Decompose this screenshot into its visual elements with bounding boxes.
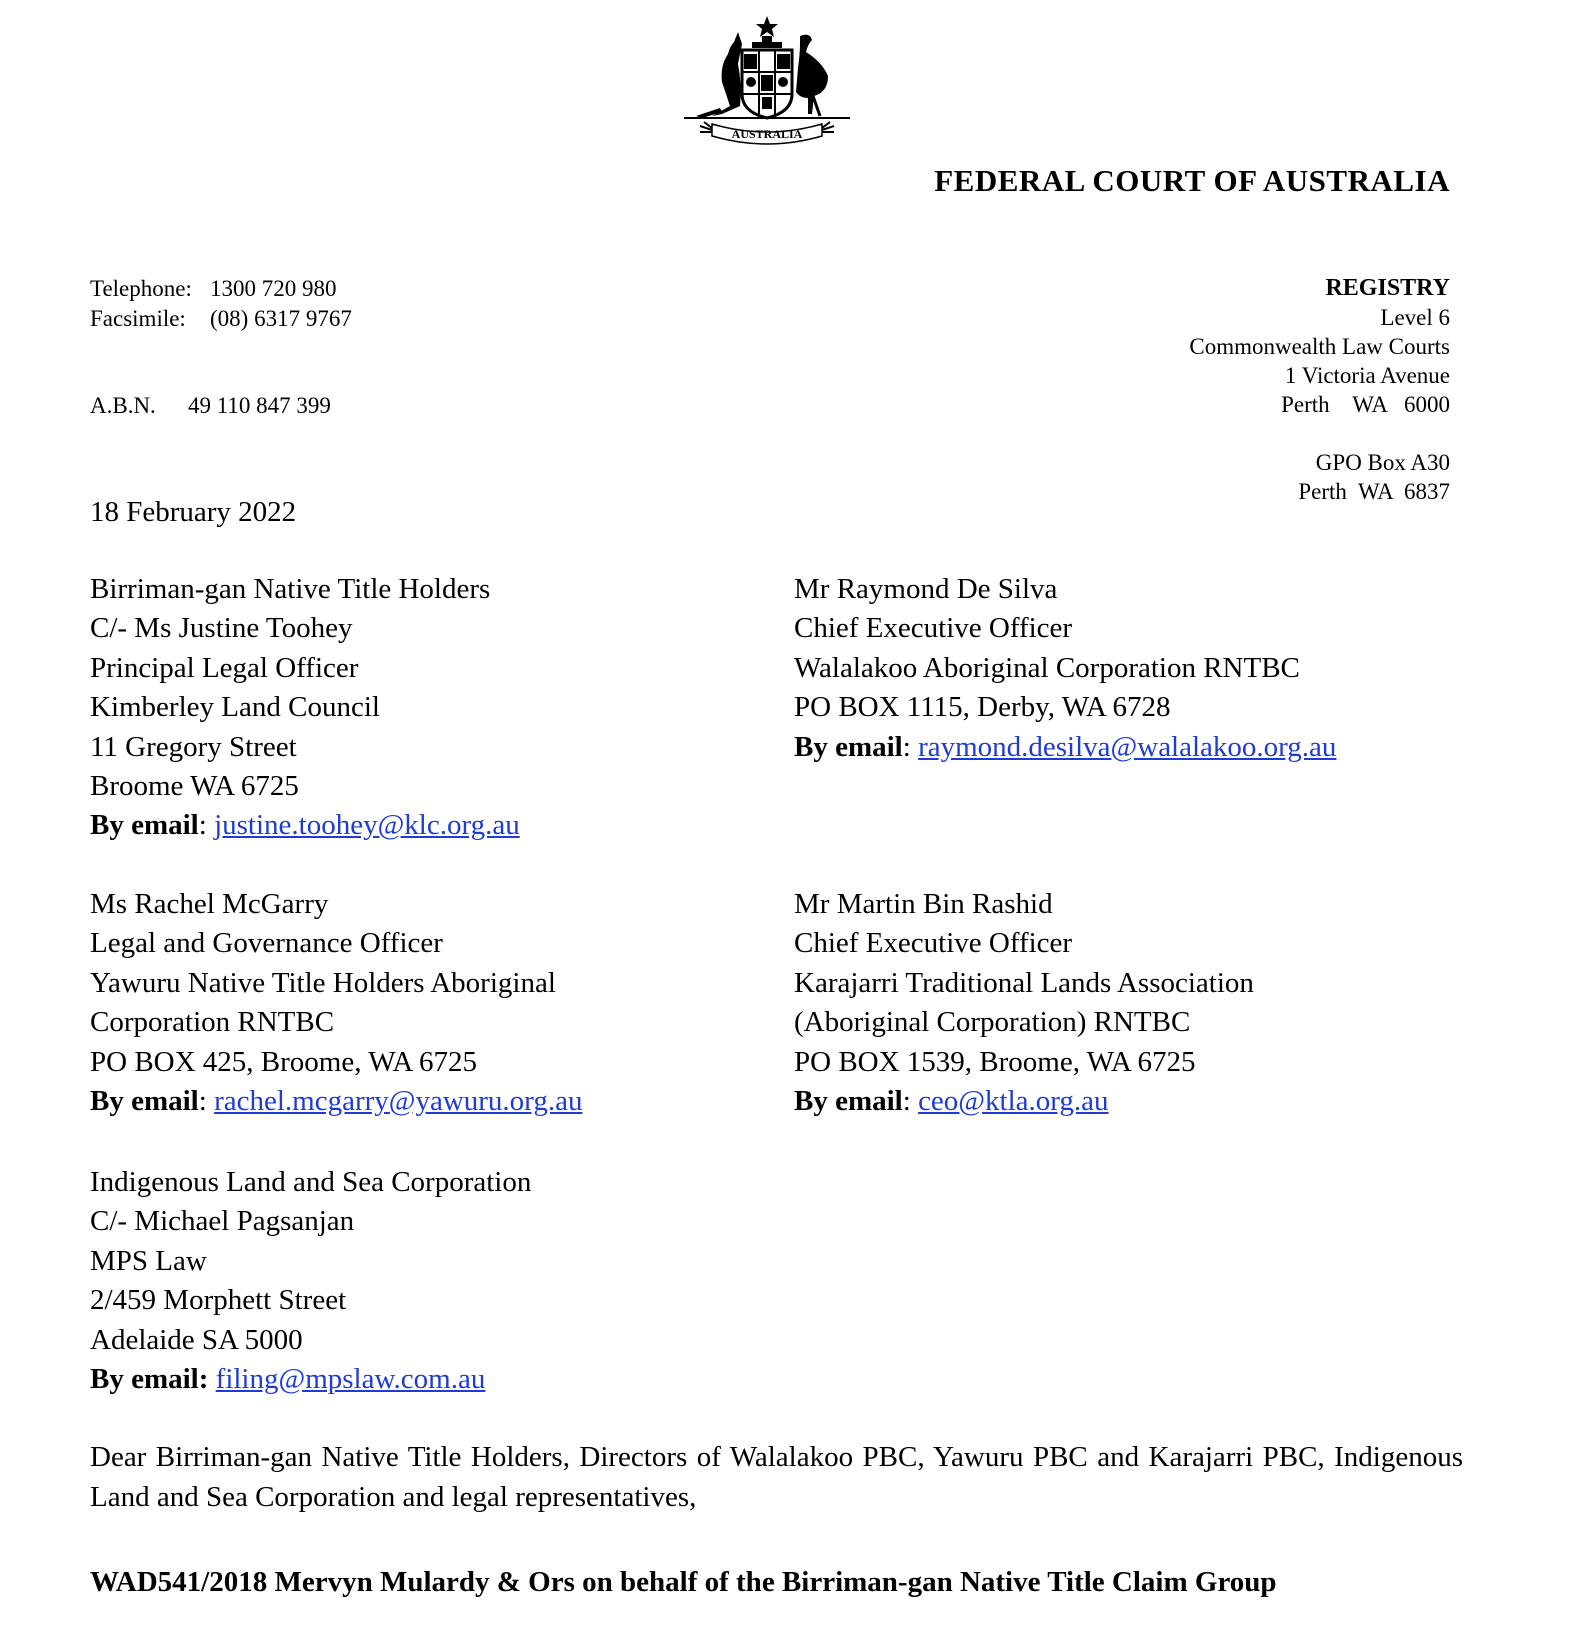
addressee-block bbox=[794, 885, 1254, 1121]
coat-of-arms-icon bbox=[682, 14, 852, 152]
email-row bbox=[794, 728, 1336, 767]
addressee-line: Yawuru Native Title Holders Aboriginal bbox=[90, 966, 556, 999]
email-row bbox=[90, 1360, 531, 1399]
contact-block bbox=[90, 274, 352, 334]
email-label: By email bbox=[794, 730, 903, 763]
email-separator: : bbox=[902, 730, 919, 763]
email-separator: : bbox=[198, 809, 215, 842]
court-name-heading: FEDERAL COURT OF AUSTRALIA bbox=[934, 163, 1450, 198]
registry-line: Perth WA 6000 bbox=[1281, 392, 1450, 417]
telephone-label: Telephone: bbox=[90, 276, 192, 301]
email-label: By email bbox=[90, 1085, 199, 1118]
email-link[interactable]: ceo@ktla.org.au bbox=[918, 1085, 1109, 1118]
addressee-line: Karajarri Traditional Lands Association bbox=[794, 966, 1254, 999]
svg-text:AUSTRALIA: AUSTRALIA bbox=[731, 127, 803, 141]
addressee-block bbox=[90, 885, 582, 1121]
email-link[interactable]: raymond.desilva@walalakoo.org.au bbox=[918, 730, 1337, 763]
addressee-line: PO BOX 425, Broome, WA 6725 bbox=[90, 1045, 477, 1078]
addressee-line: 11 Gregory Street bbox=[90, 730, 297, 763]
registry-po-line: GPO Box A30 bbox=[1315, 450, 1450, 475]
email-row bbox=[90, 806, 520, 845]
email-label: By email bbox=[90, 809, 199, 842]
registry-line: 1 Victoria Avenue bbox=[1284, 363, 1450, 388]
facsimile-label: Facsimile: bbox=[90, 306, 186, 331]
addressee-line: Adelaide SA 5000 bbox=[90, 1323, 303, 1356]
addressee-line: (Aboriginal Corporation) RNTBC bbox=[794, 1006, 1191, 1039]
addressee-line: Kimberley Land Council bbox=[90, 691, 380, 724]
addressee-block bbox=[794, 570, 1336, 767]
email-link[interactable]: rachel.mcgarry@yawuru.org.au bbox=[214, 1085, 583, 1118]
email-row bbox=[794, 1082, 1254, 1121]
addressee-line: Corporation RNTBC bbox=[90, 1006, 335, 1039]
addressee-line: Mr Raymond De Silva bbox=[794, 573, 1058, 605]
registry-heading: REGISTRY bbox=[1325, 275, 1450, 301]
telephone-number: 1300 720 980 bbox=[210, 276, 337, 301]
addressee-line: Indigenous Land and Sea Corporation bbox=[90, 1166, 532, 1198]
addressee-line: PO BOX 1539, Broome, WA 6725 bbox=[794, 1045, 1196, 1078]
email-link[interactable]: filing@mpslaw.com.au bbox=[215, 1363, 486, 1396]
addressee-line: Walalakoo Aboriginal Corporation RNTBC bbox=[794, 651, 1300, 684]
addressee-line: Birriman-gan Native Title Holders bbox=[90, 573, 491, 605]
addressee-line: Principal Legal Officer bbox=[90, 651, 359, 684]
abn-label: A.B.N. bbox=[90, 393, 156, 418]
addressee-line: PO BOX 1115, Derby, WA 6728 bbox=[794, 691, 1171, 724]
facsimile-number: (08) 6317 9767 bbox=[210, 306, 352, 331]
letter-greeting: Dear Birriman-gan Native Title Holders, Directors of Walalakoo PBC, Yawuru PBC and Karajarri PBC, Indigenous Land and Sea Corporation and legal representatives, bbox=[90, 1441, 1463, 1513]
email-separator: : bbox=[198, 1085, 215, 1118]
addressee-block bbox=[90, 570, 520, 846]
email-row bbox=[90, 1082, 582, 1121]
addressee-block bbox=[90, 1163, 531, 1399]
addressee-line: MPS Law bbox=[90, 1244, 207, 1277]
telephone-row bbox=[90, 274, 352, 304]
email-link[interactable]: justine.toohey@klc.org.au bbox=[214, 809, 520, 842]
addressee-line: Ms Rachel McGarry bbox=[90, 888, 329, 920]
abn-number: 49 110 847 399 bbox=[188, 393, 331, 418]
addressee-line: C/- Ms Justine Toohey bbox=[90, 612, 353, 645]
email-separator: : bbox=[902, 1085, 919, 1118]
coat-of-arms-logo bbox=[682, 14, 852, 152]
registry-address-block bbox=[1189, 274, 1450, 506]
addressee-line: Chief Executive Officer bbox=[794, 612, 1073, 645]
abn-row bbox=[90, 393, 331, 419]
addressee-line: C/- Michael Pagsanjan bbox=[90, 1205, 355, 1238]
addressee-line: Mr Martin Bin Rashid bbox=[794, 888, 1053, 920]
letter-date: 18 February 2022 bbox=[90, 496, 297, 528]
registry-line: Level 6 bbox=[1380, 305, 1450, 330]
email-separator bbox=[208, 1363, 215, 1395]
email-label: By email: bbox=[90, 1363, 209, 1396]
facsimile-row bbox=[90, 304, 352, 334]
email-label: By email bbox=[794, 1085, 903, 1118]
addressee-line: 2/459 Morphett Street bbox=[90, 1284, 347, 1317]
registry-po-line: Perth WA 6837 bbox=[1298, 479, 1450, 504]
addressee-line: Broome WA 6725 bbox=[90, 770, 299, 803]
registry-line: Commonwealth Law Courts bbox=[1189, 334, 1450, 359]
addressee-line: Chief Executive Officer bbox=[794, 927, 1073, 960]
letter-subject: WAD541/2018 Mervyn Mulardy & Ors on behalf of the Birriman-gan Native Title Claim Group bbox=[90, 1566, 1277, 1598]
addressee-line: Legal and Governance Officer bbox=[90, 927, 443, 960]
